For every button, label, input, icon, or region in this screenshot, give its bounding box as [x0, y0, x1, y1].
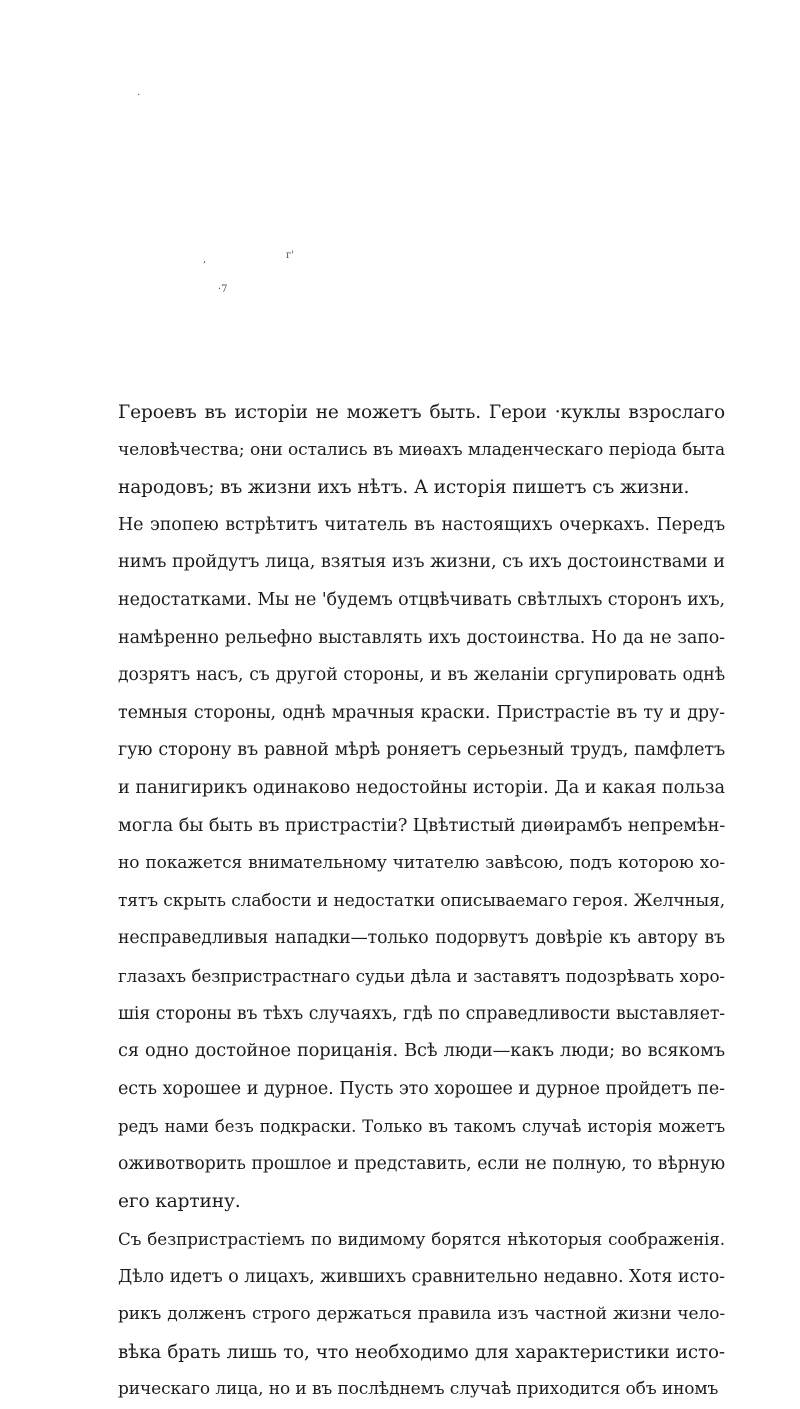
- text-line: тятъ скрыть слабости и недостатки описываемаго героя. Желчныя,: [118, 890, 725, 911]
- text-line: несправедливыя нападки—только подорвутъ довѣріе къ автору въ: [118, 928, 725, 949]
- stray-mark: ·7: [218, 284, 228, 295]
- text-line: его картину.: [118, 1191, 241, 1213]
- text-line: нимъ пройдутъ лица, взятыя изъ жизни, съ ихъ достоинствами и: [118, 552, 725, 573]
- text-line: шія стороны въ тѣхъ случаяхъ, гдѣ по справедливости выставляет-: [118, 1003, 725, 1024]
- text-line: гую сторону въ равной мѣрѣ роняетъ серьезный трудъ, памфлетъ: [118, 740, 725, 761]
- text-line: намѣренно рельефно выставлять ихъ достоинства. Но да не запо-: [118, 627, 725, 648]
- text-line: человѣчества; они остались въ миѳахъ младенческаго періода быта: [118, 439, 725, 460]
- paragraph: [118, 1221, 725, 1409]
- text-line: Дѣло идетъ о лицахъ, жившихъ сравнительно недавно. Хотя исто-: [118, 1266, 725, 1287]
- text-line: народовъ; въ жизни ихъ нѣтъ. А исторія пишетъ съ жизни.: [118, 477, 690, 499]
- text-line: и панигирикъ одинаково недостойны исторіи. Да и какая польза: [118, 777, 725, 798]
- text-line: дозрятъ насъ, съ другой стороны, и въ желаніи сргупировать однѣ: [118, 665, 725, 686]
- text-line: Героевъ въ исторіи не можетъ быть. Герои ·куклы взрослаго: [118, 402, 725, 423]
- text-line: оживотворить прошлое и представить, если не полную, то вѣрную: [118, 1153, 725, 1174]
- body-text: [118, 394, 725, 1409]
- stray-mark: ·: [137, 90, 141, 101]
- text-line: глазахъ безпристрастнаго судьи дѣла и заставятъ подозрѣвать хоро-: [118, 965, 725, 986]
- text-line: вѣка брать лишь то, что необходимо для характеристики исто-: [118, 1341, 725, 1363]
- text-line: темныя стороны, однѣ мрачныя краски. Пристрастіе въ ту и дру-: [118, 702, 725, 723]
- text-line: есть хорошее и дурное. Пусть это хорошее и дурное пройдетъ пе-: [118, 1078, 725, 1099]
- text-line: недостатками. Мы не 'будемъ отцвѣчивать свѣтлыхъ сторонъ ихъ,: [118, 589, 725, 610]
- text-line: Съ безпристрастіемъ по видимому борятся нѣкоторыя соображенія.: [118, 1229, 725, 1250]
- text-line: редъ нами безъ подкраски. Только въ такомъ случаѣ исторія можетъ: [118, 1117, 725, 1137]
- text-line: рическаго лица, но и въ послѣднемъ случаѣ приходится объ иномъ: [118, 1379, 719, 1400]
- text-line: Не эпопею встрѣтитъ читатель въ настоящихъ очеркахъ. Передъ: [118, 514, 725, 535]
- stray-mark: ,: [203, 254, 207, 265]
- paragraph: [118, 394, 725, 507]
- text-line: ся одно достойное порицанія. Всѣ люди—какъ люди; во всякомъ: [118, 1041, 725, 1062]
- text-line: могла бы быть въ пристрастіи? Цвѣтистый диѳирамбъ непремѣн-: [118, 815, 726, 836]
- paragraph: [118, 507, 725, 1221]
- text-line: но покажется внимательному читателю завѣсою, подъ которою хо-: [118, 853, 725, 874]
- text-line: рикъ долженъ строго держаться правила изъ частной жизни чело-: [118, 1304, 725, 1325]
- stray-mark: г': [286, 250, 294, 261]
